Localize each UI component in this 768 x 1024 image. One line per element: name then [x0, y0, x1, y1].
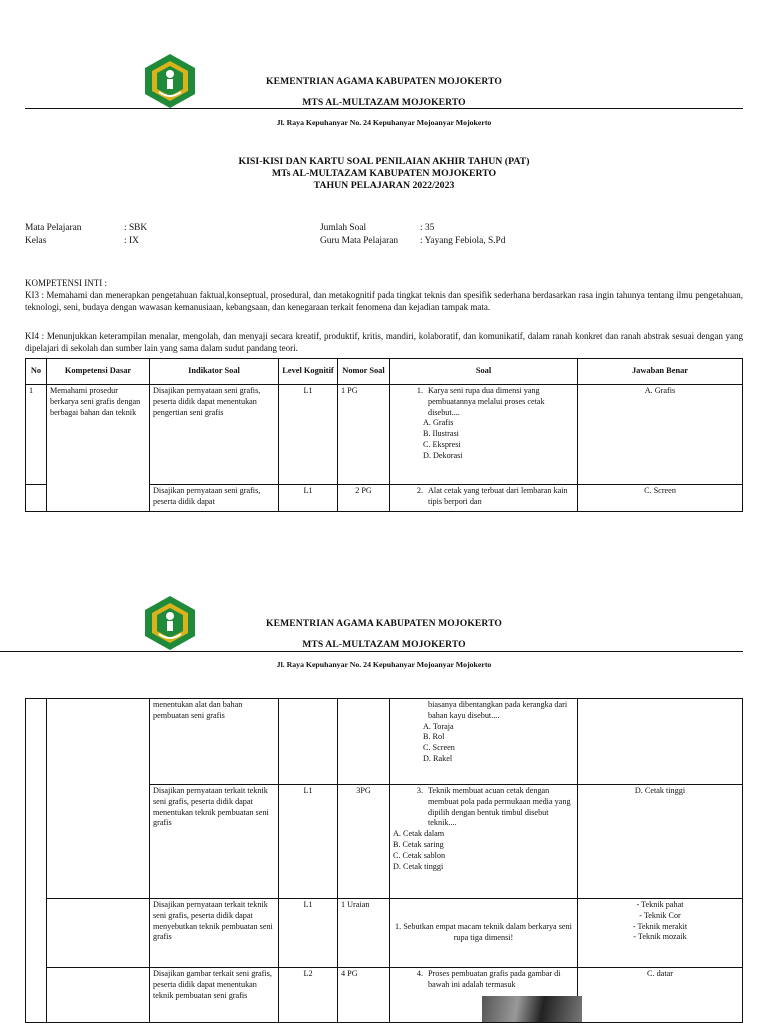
doc-title-line3: TAHUN PELAJARAN 2022/2023 — [313, 180, 455, 191]
answer-item: - Teknik Cor — [639, 910, 681, 920]
teacher-label: Guru Mata Pelajaran — [320, 236, 399, 246]
table-header-row — [26, 359, 743, 385]
row-no: 1 — [26, 385, 47, 485]
ki4-text: KI4 : Menunjukkan keterampilan menalar, mengolah, dan menyaji secara kreatif, produktif, kritis, mandiri, kolaboratif, dan komunikatif, dalam ranah konkret dan ranah abstrak sesuai dengan yang dipelajari di sekolah dan sumber lain yang sama dalam sudut pandang teori. — [25, 331, 743, 353]
answer-item: - Teknik mozaik — [633, 932, 687, 942]
question-number: 3. — [416, 786, 423, 795]
row-nomor: 1 Uraian — [338, 899, 390, 968]
subject-label: Mata Pelajaran — [25, 223, 82, 233]
row-no — [26, 485, 47, 512]
row-indikator: Disajikan pernyataan seni grafis, peserta didik dapat menentukan pengertian seni grafis — [150, 385, 279, 485]
option: A. Cetak dalam — [393, 829, 445, 839]
school-name: MTS AL-MULTAZAM MOJOKERTO — [302, 639, 466, 650]
col-no: No — [26, 359, 47, 385]
row-indikator: Disajikan gambar terkait seni grafis, peserta didik dapat menentukan teknik pembuatan seni grafis — [150, 968, 279, 1023]
option: A. Grafis — [423, 418, 454, 428]
col-nomor: Nomor Soal — [338, 359, 390, 385]
option: B. Rol — [423, 732, 445, 742]
question-text: Alat cetak yang terbuat dari lembaran kain tipis berpori dan — [428, 486, 568, 506]
doc-title-line2: MTs AL-MULTAZAM KABUPATEN MOJOKERTO — [271, 168, 497, 179]
col-jawaban: Jawaban Benar — [578, 359, 743, 385]
answer-item: - Teknik pahat — [636, 900, 684, 909]
row-indikator: Disajikan pernyataan seni grafis, peserta didik dapat — [150, 485, 279, 512]
count-value: : 35 — [420, 223, 435, 233]
question-number: 2. — [416, 486, 423, 495]
option: C. Ekspresi — [423, 439, 461, 449]
col-indikator: Indikator Soal — [150, 359, 279, 385]
row-answer: C. Screen — [578, 485, 743, 512]
teacher-value: : Yayang Febiola, S.Pd — [420, 236, 506, 246]
row-indikator: Disajikan pernyataan terkait teknik seni grafis, peserta didik dapat menentukan teknik pembuatan seni grafis — [150, 785, 279, 899]
question-image — [482, 996, 582, 1022]
row-nomor: 2 PG — [338, 485, 390, 512]
table-row — [26, 968, 743, 1023]
row-nomor — [338, 699, 390, 785]
ministry-name: KEMENTRIAN AGAMA KABUPATEN MOJOKERTO — [266, 618, 502, 629]
question-number: 4. — [416, 969, 423, 978]
table-row — [26, 385, 743, 485]
option: D. Rakel — [423, 753, 453, 763]
row-level: L1 — [279, 385, 338, 485]
col-level: Level Kognitif — [279, 359, 338, 385]
option: C. Screen — [423, 743, 455, 753]
header-divider — [0, 651, 743, 652]
row-soal — [390, 699, 578, 785]
row-answer — [578, 699, 743, 785]
col-soal: Soal — [390, 359, 578, 385]
row-level: L1 — [279, 785, 338, 899]
col-kd: Kompetensi Dasar — [47, 359, 150, 385]
ki3-text: KI3 : Memahami dan menerapkan pengetahuan faktual,konseptual, prosedural, dan metakognitif pada tingkat teknis dan spesifik sederhana berdasarkan rasa ingin tahunya tentang ilmu pengetahuan, teknologi, seni, budaya dengan wawasan kemanusiaan, kebangsaan, dan kenegaraan terkait fenomena dan kejadian tampak mata. — [25, 290, 743, 312]
row-level: L1 — [279, 485, 338, 512]
row-answer — [578, 899, 743, 968]
subject-value: : SBK — [124, 223, 148, 233]
row-level — [279, 699, 338, 785]
option: B. Ilustrasi — [423, 429, 459, 439]
answer-item: - Teknik merakit — [632, 921, 688, 931]
row-nomor: 4 PG — [338, 968, 390, 1023]
row-level: L1 — [279, 899, 338, 968]
header-divider — [25, 108, 743, 109]
row-kd — [47, 968, 150, 1023]
option: C. Cetak sablon — [393, 850, 446, 860]
row-soal — [390, 485, 578, 512]
doc-title-line1: KISI-KISI DAN KARTU SOAL PENILAIAN AKHIR TAHUN (PAT) — [238, 156, 530, 167]
row-nomor: 3PG — [338, 785, 390, 899]
row-indikator: menentukan alat dan bahan pembuatan seni grafis — [150, 699, 279, 785]
row-soal: 1. Sebutkan empat macam teknik dalam berkarya seni rupa tiga dimensi! — [390, 899, 578, 968]
option: D. Dekorasi — [423, 450, 463, 460]
table-row — [26, 699, 743, 785]
question-text: Teknik membuat acuan cetak dengan membuat pola pada permukaan media yang dipilih dengan bentuk timbul disebut teknik.... — [428, 786, 571, 828]
row-answer: C. datar — [578, 968, 743, 1023]
school-name: MTS AL-MULTAZAM MOJOKERTO — [302, 97, 466, 108]
row-level: L2 — [279, 968, 338, 1023]
row-soal — [390, 785, 578, 899]
row-kd — [47, 899, 150, 968]
row-kd — [47, 699, 150, 899]
row-answer: A. Grafis — [578, 385, 743, 485]
question-text: Proses pembuatan grafis pada gambar di bawah ini adalah termasuk — [428, 969, 561, 989]
ministry-name: KEMENTRIAN AGAMA KABUPATEN MOJOKERTO — [266, 76, 502, 87]
row-answer: D. Cetak tinggi — [578, 785, 743, 899]
row-indikator: Disajikan pernyataan terkait teknik seni grafis, peserta didik dapat menyebutkan teknik pembuatan seni grafis — [150, 899, 279, 968]
question-text: Karya seni rupa dua dimensi yang pembuatannya melalui proses cetak disebut.... — [428, 386, 545, 417]
option: B. Cetak saring — [393, 839, 444, 849]
class-value: : IX — [124, 236, 139, 246]
school-address: Jl. Raya Kepuhanyar No. 24 Kepuhanyar Mojoanyar Mojokerto — [276, 118, 492, 127]
option: A. Toraja — [423, 721, 454, 731]
question-table-page2 — [25, 698, 743, 1023]
question-number: 1. — [416, 386, 423, 395]
row-soal — [390, 385, 578, 485]
question-table-page1 — [25, 358, 743, 512]
option: D. Cetak tinggi — [393, 861, 444, 871]
row-nomor: 1 PG — [338, 385, 390, 485]
table-row — [26, 899, 743, 968]
ki-heading: KOMPETENSI INTI : — [25, 278, 107, 288]
count-label: Jumlah Soal — [320, 223, 367, 233]
row-no — [26, 699, 47, 1023]
school-address: Jl. Raya Kepuhanyar No. 24 Kepuhanyar Mojoanyar Mojokerto — [276, 660, 492, 669]
row-kd: Memahami prosedur berkarya seni grafis dengan berbagai bahan dan teknik — [47, 385, 150, 512]
class-label: Kelas — [25, 236, 47, 246]
question-text: biasanya dibentangkan pada kerangka dari bahan kayu disebut.... — [428, 700, 568, 720]
